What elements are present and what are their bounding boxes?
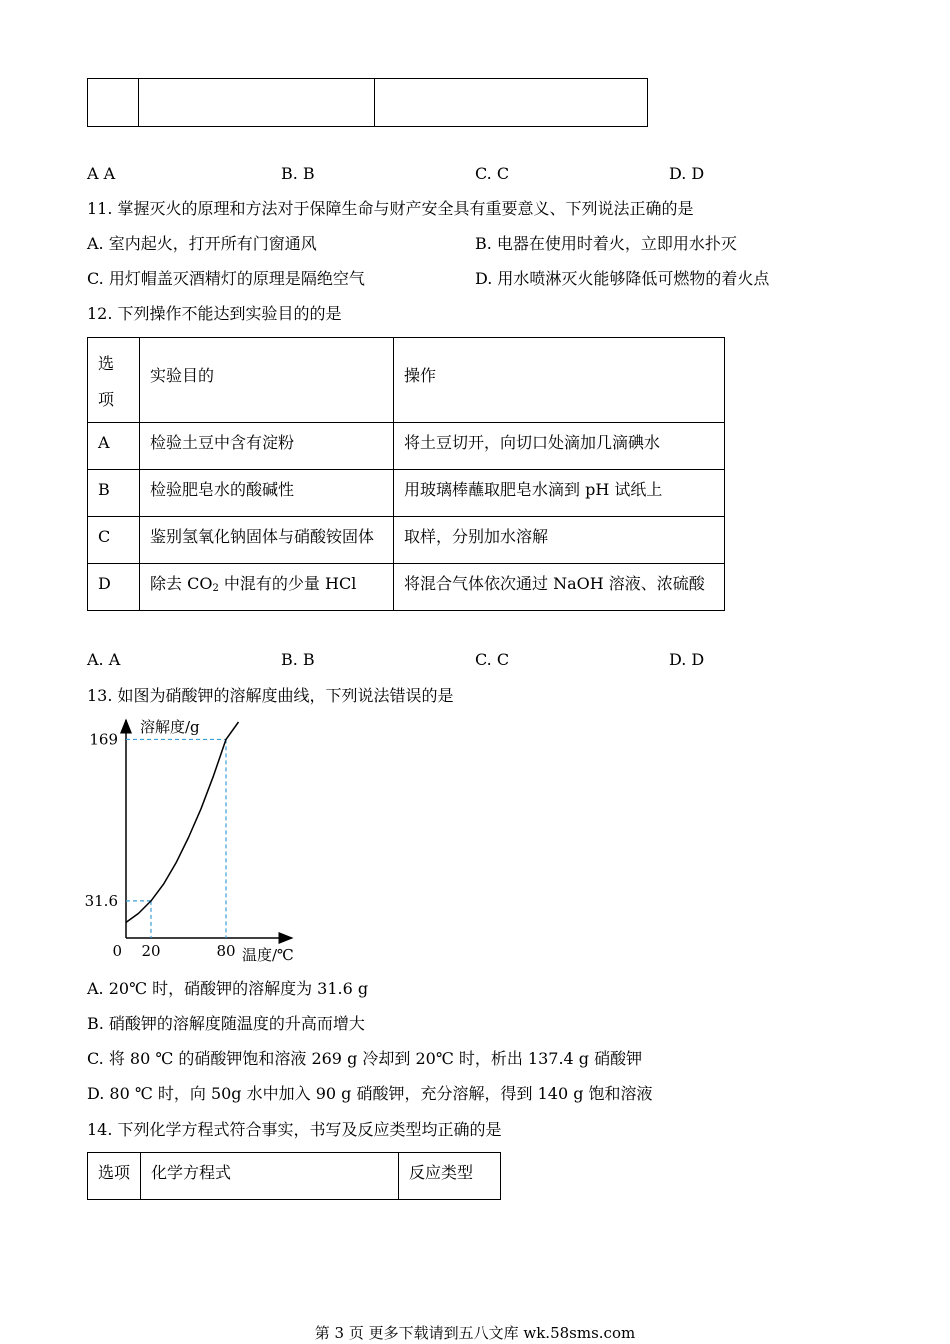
table-cell [139,79,375,127]
q12-answer-c: C. C [475,650,510,669]
q13-option-b: B. 硝酸钾的溶解度随温度的升高而增大 [87,1014,365,1033]
x-axis-label: 温度/℃ [242,946,294,964]
solubility-chart [80,712,320,972]
q12-answer-d: D. D [669,650,705,669]
solubility-curve [126,722,239,922]
table-row [88,470,725,517]
x-tick-label: 0 [112,942,122,960]
header-option-line2: 项 [98,390,115,409]
purpose-text-before: 除去 CO [150,574,213,593]
header-option: 选项 [88,1153,141,1200]
row-purpose: 检验肥皂水的酸碱性 [140,470,394,517]
row-operation: 将混合气体依次通过 NaOH 溶液、浓硫酸 [394,564,725,611]
q13-option-a: A. 20℃ 时，硝酸钾的溶解度为 31.6 g [87,979,369,998]
q13-stem: 13. 如图为硝酸钾的溶解度曲线，下列说法错误的是 [87,686,454,705]
q11-option-c: C. 用灯帽盖灭酒精灯的原理是隔绝空气 [87,269,365,288]
row-operation: 用玻璃棒蘸取肥皂水滴到 pH 试纸上 [394,470,725,517]
x-tick-label: 20 [141,942,161,960]
header-reaction-type: 反应类型 [399,1153,501,1200]
header-option [88,338,140,423]
q11-option-a: A. 室内起火，打开所有门窗通风 [87,234,317,253]
header-equation: 化学方程式 [141,1153,399,1200]
table-cell [375,79,648,127]
header-option-line1: 选 [98,354,115,373]
table-cell [88,79,139,127]
header-purpose: 实验目的 [140,338,394,423]
y-tick-label: 31.6 [84,891,118,910]
purpose-text-after: 中混有的少量 HCl [218,574,357,593]
q12-stem: 12. 下列操作不能达到实验目的的是 [87,304,342,323]
page-footer: 第 3 页 更多下载请到五八文库 wk.58sms.com [314,1324,636,1342]
row-option: A [88,423,140,470]
q12-answer-b: B. B [281,650,315,669]
q10-answer-c: C. C [475,164,510,183]
table-row [88,564,725,611]
table-row [88,423,725,470]
q11-option-b: B. 电器在使用时着火，立即用水扑灭 [475,234,737,253]
header-operation: 操作 [394,338,725,423]
q13-option-d: D. 80 ℃ 时，向 50g 水中加入 90 g 硝酸钾，充分溶解，得到 140 g 饱和溶液 [87,1084,653,1103]
row-operation: 取样，分别加水溶解 [394,517,725,564]
q12-answer-a: A. A [87,650,121,669]
row-operation: 将土豆切开，向切口处滴加几滴碘水 [394,423,725,470]
x-tick-label: 80 [216,942,236,960]
q10-answer-a: A A [87,164,116,183]
q13-option-c: C. 将 80 ℃ 的硝酸钾饱和溶液 269 g 冷却到 20℃ 时，析出 137.4 g 硝酸钾 [87,1049,643,1068]
q11-stem: 11. 掌握灭火的原理和方法对于保障生命与财产安全具有重要意义、下列说法正确的是 [87,199,694,218]
q10-answer-d: D. D [669,164,705,183]
q12-table [87,337,725,611]
q14-stem: 14. 下列化学方程式符合事实，书写及反应类型均正确的是 [87,1120,502,1139]
row-purpose: 检验土豆中含有淀粉 [140,423,394,470]
y-axis-label: 溶解度/g [140,718,200,736]
table-header-row [88,338,725,423]
table-header-row [88,1153,501,1200]
q10-table-fragment [87,78,648,127]
row-purpose: 鉴别氢氧化钠固体与硝酸铵固体 [140,517,394,564]
q10-answer-b: B. B [281,164,315,183]
row-option: B [88,470,140,517]
q14-table [87,1152,501,1200]
table-row [88,517,725,564]
q11-option-d: D. 用水喷淋灭火能够降低可燃物的着火点 [475,269,770,288]
y-tick-label: 169 [89,730,118,749]
purpose-subscript: 2 [212,583,219,594]
row-purpose [140,564,394,611]
row-option: D [88,564,140,611]
row-option: C [88,517,140,564]
